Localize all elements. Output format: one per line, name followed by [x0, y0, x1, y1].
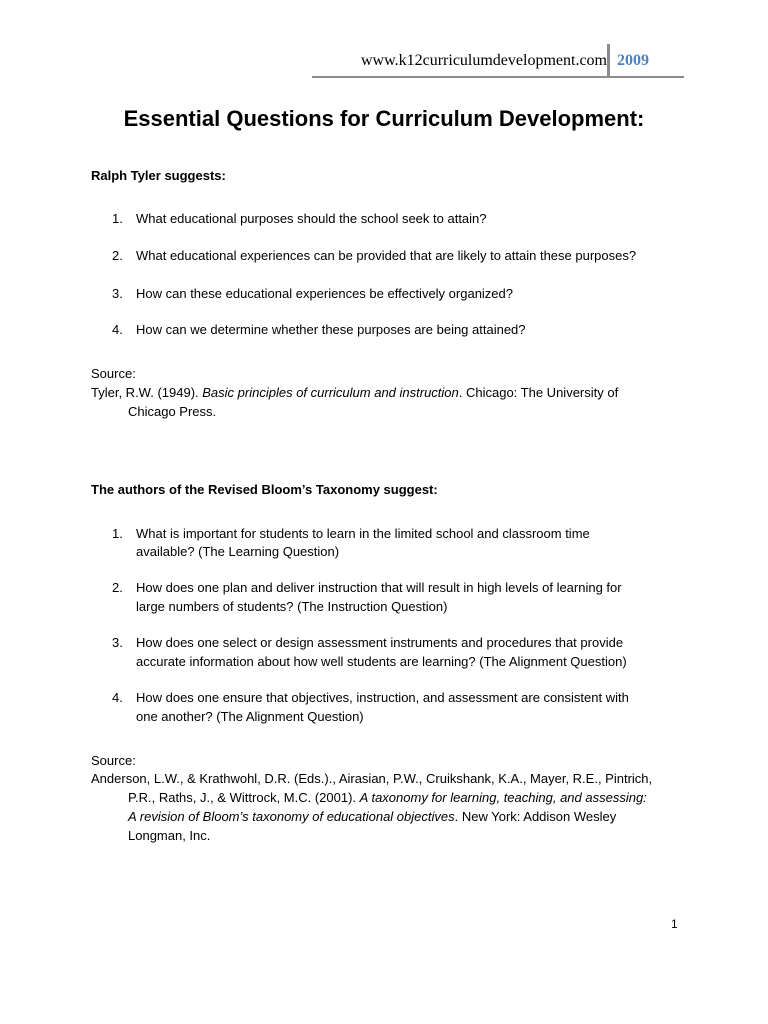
tyler-citation	[91, 383, 618, 402]
tyler-citation-prefix: Tyler, R.W. (1949).	[91, 385, 203, 400]
bloom-question-number: 4.	[112, 690, 123, 705]
header-year: 2009	[617, 52, 649, 69]
page-number: 1	[671, 917, 678, 931]
tyler-question: How can we determine whether these purposes are being attained?	[136, 322, 526, 337]
bloom-citation-line3	[128, 807, 616, 826]
bloom-question-line2: one another? (The Alignment Question)	[136, 709, 364, 724]
bloom-question-number: 2.	[112, 580, 123, 595]
tyler-question: What educational experiences can be provided that are likely to attain these purposes?	[136, 248, 637, 263]
bloom-question-line2: large numbers of students? (The Instruction Question)	[136, 599, 448, 614]
tyler-question-number: 3.	[112, 286, 123, 301]
bloom-citation-line1: Anderson, L.W., & Krathwohl, D.R. (Eds.)., Airasian, P.W., Cruikshank, K.A., Mayer, R.E., Pintrich,	[91, 771, 653, 786]
bloom-question-line1: How does one ensure that objectives, instruction, and assessment are consistent with	[136, 690, 629, 705]
bloom-question-line1: How does one select or design assessment instruments and procedures that provide	[136, 635, 624, 650]
tyler-citation-title: Basic principles of curriculum and instruction	[202, 385, 459, 400]
header-rule	[312, 76, 684, 78]
bloom-question-number: 3.	[112, 635, 123, 650]
tyler-question-number: 4.	[112, 322, 123, 337]
page-title: Essential Questions for Curriculum Development:	[123, 106, 645, 131]
bloom-citation-subtitle: A revision of Bloom’s taxonomy of educational objectives	[128, 809, 455, 824]
bloom-question-line2: available? (The Learning Question)	[136, 544, 340, 559]
bloom-question-line1: How does one plan and deliver instruction that will result in high levels of learning for	[136, 580, 622, 595]
tyler-heading: Ralph Tyler suggests:	[91, 168, 226, 183]
tyler-question: What educational purposes should the school seek to attain?	[136, 211, 487, 226]
bloom-source-label: Source:	[91, 753, 136, 768]
header-divider	[607, 44, 610, 78]
bloom-citation-publisher: . New York: Addison Wesley	[454, 809, 617, 824]
bloom-citation-authors: P.R., Raths, J., & Wittrock, M.C. (2001).	[128, 790, 360, 805]
bloom-question-line1: What is important for students to learn in the limited school and classroom time	[136, 526, 590, 541]
tyler-question-number: 2.	[112, 248, 123, 263]
bloom-question-number: 1.	[112, 526, 123, 541]
tyler-citation-suffix: . Chicago: The University of	[458, 385, 619, 400]
bloom-heading: The authors of the Revised Bloom’s Taxonomy suggest:	[91, 482, 438, 497]
tyler-question: How can these educational experiences be effectively organized?	[136, 286, 513, 301]
tyler-source-label: Source:	[91, 366, 136, 381]
bloom-citation-line2	[128, 788, 647, 807]
bloom-question-line2: accurate information about how well students are learning? (The Alignment Question)	[136, 654, 627, 669]
tyler-question-number: 1.	[112, 211, 123, 226]
tyler-citation-line2: Chicago Press.	[128, 404, 217, 419]
bloom-citation-title: A taxonomy for learning, teaching, and assessing:	[359, 790, 647, 805]
bloom-citation-line4: Longman, Inc.	[128, 828, 211, 843]
header-url: www.k12curriculumdevelopment.com	[360, 52, 607, 69]
